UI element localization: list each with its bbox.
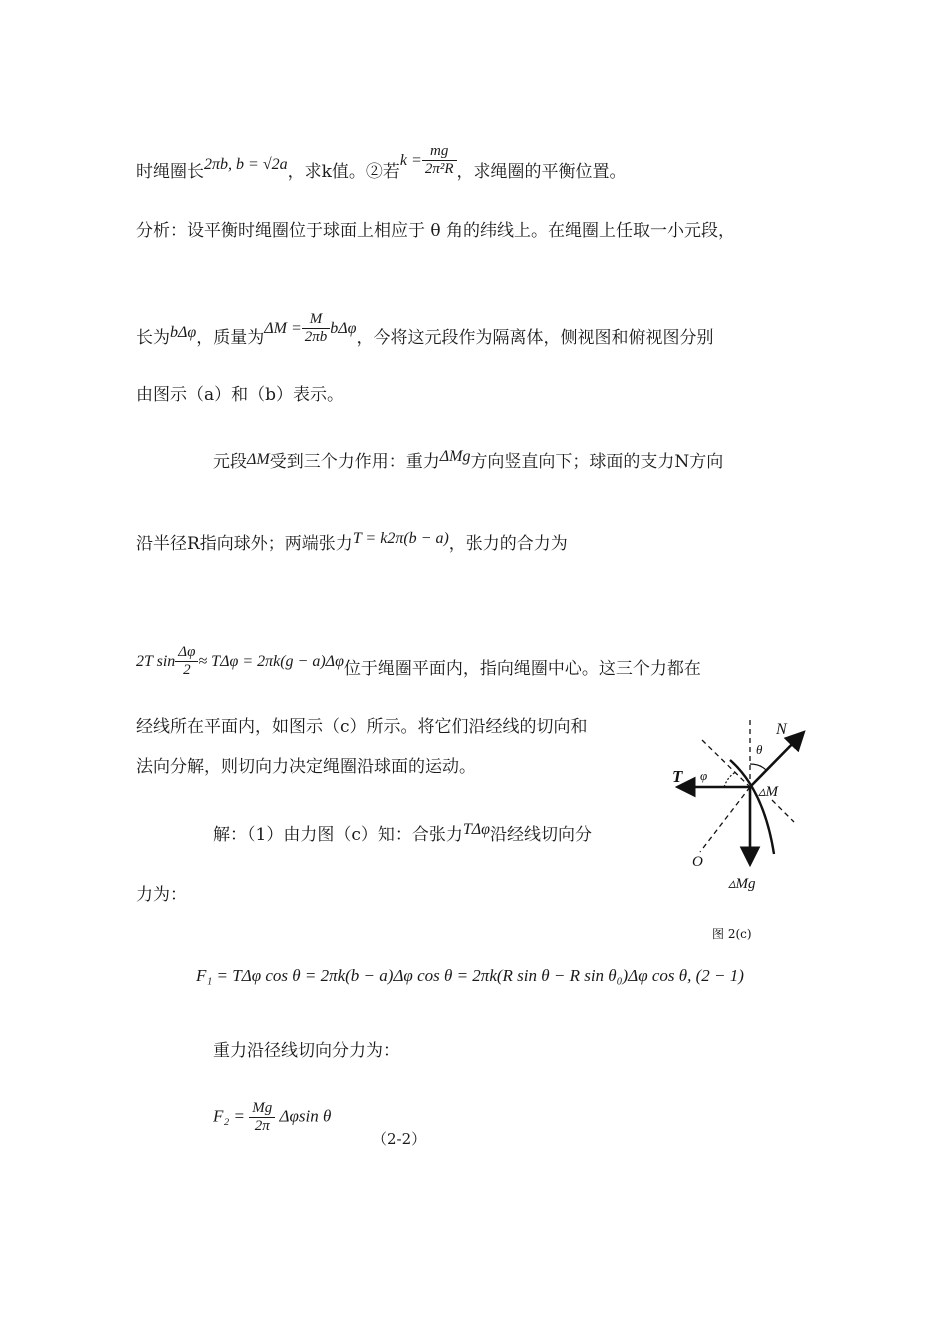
force-diagram [672,712,822,952]
text-segment: 沿经线切向分 [489,825,592,845]
text-segment: 元段 [213,452,247,472]
fraction-denominator: 2π²R [424,161,454,177]
phi-arc [724,772,736,787]
label-t: T [672,767,683,786]
math-mass-rhs: bΔφ [330,320,357,337]
math-resultant-lhs: 2T sin [136,653,176,670]
text-line-9: 法向分解，则切向力决定绳圈沿球面的运动。 [136,757,476,777]
math-delta-m: ΔM [247,451,270,468]
text-line-3 [136,311,714,356]
eq2-rhs: Δφsin θ [279,1106,332,1126]
text-line-5 [213,448,724,474]
fraction-numerator: Δφ [175,644,198,662]
text-segment: 方向竖直向下；球面的支力N方向 [470,452,724,472]
text-line-10 [213,821,592,847]
math-resultant-fraction [175,644,198,679]
eq2-fraction [249,1100,275,1135]
text-segment: ，求绳圈的平衡位置。 [456,162,627,182]
math-tension: T = k2π(b − a) [352,530,449,547]
label-mg: ▵Mg [728,876,756,892]
upper-left-dashed-line [702,740,750,787]
text-line-1 [136,143,627,190]
figure-caption: 图 2(c) [712,927,752,941]
fraction-numerator: mg [422,143,457,161]
theta-arc [750,764,766,770]
text-line-12: 重力沿径线切向分力为： [213,1041,400,1061]
text-segment: ，张力的合力为 [448,534,568,554]
text-segment: 解：（1）由力图（c）知：合张力 [213,825,463,845]
equation-2-1: F₁ = TΔφ cos θ = 2πk(b − a)Δφ cos θ = 2πk(R sin θ − R sin θ₀)Δφ cos θ, (2 − 1) [196,966,744,985]
fraction-denominator: 2πb [304,329,328,345]
text-line-8: 经线所在平面内，如图示（c）所示。将它们沿经线的切向和 [136,717,588,737]
right-dashed-line [772,800,794,822]
math-gravity: ΔMg [439,448,471,465]
eq2-lhs: F₂ = [213,1106,246,1126]
text-line-4: 由图示（a）和（b）表示。 [136,385,345,405]
text-segment: 长为 [136,328,170,348]
math-t-delta-phi: TΔφ [462,821,490,838]
label-n: N [776,721,787,738]
fraction-numerator: M [302,311,331,329]
fraction-numerator: Mg [249,1100,275,1118]
text-segment: ，质量为 [196,328,265,348]
text-segment: 沿半径R指向球外；两端张力 [136,534,353,554]
fraction-denominator: 2 [183,662,191,678]
text-segment: ，求k值。②若 [287,162,400,182]
label-m: ▵M [758,784,779,800]
math-mass-fraction [302,311,331,346]
radius-dashed-line [700,787,750,852]
text-segment: 位于绳圈平面内，指向绳圈中心。这三个力都在 [343,659,701,679]
math-k-fraction [422,143,457,178]
label-o: O [692,854,703,870]
text-line-7 [136,644,701,687]
math-mass-lhs: ΔM = [264,320,302,337]
text-segment: 时绳圈长 [136,162,204,182]
text-line-11: 力为： [136,885,187,905]
equation-tag: （2-2） [372,1130,427,1148]
math-k-lhs: k = [399,152,422,169]
math-rope-length: 2πb, b = √2a [204,156,288,173]
label-phi: φ [700,768,708,783]
label-theta: θ [756,742,763,757]
text-segment: ，今将这元段作为隔离体，侧视图和俯视图分别 [356,328,714,348]
text-line-2: 分析：设平衡时绳圈位于球面上相应于 θ 角的纬线上。在绳圈上任取一小元段， [136,221,736,241]
fraction-denominator: 2π [254,1118,270,1134]
math-segment-length: bΔφ [170,324,197,341]
text-line-6 [136,530,568,556]
math-resultant-rhs: ≈ TΔφ = 2πk(g − a)Δφ [198,653,344,670]
text-segment: 受到三个力作用：重力 [269,452,440,472]
equation-2-2 [213,1100,331,1135]
